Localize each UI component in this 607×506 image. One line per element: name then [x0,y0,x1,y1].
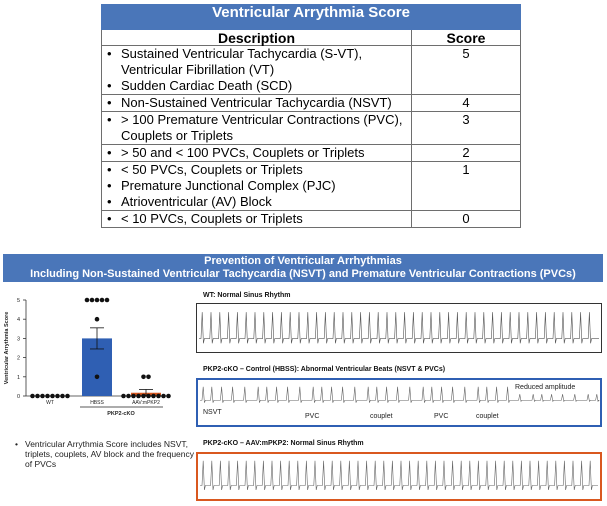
row-description [102,95,412,112]
description-text: Premature Junctional Complex (PJC) [121,178,336,193]
data-point [146,394,151,399]
row-score: 1 [412,162,521,211]
data-point [156,394,161,399]
y-tick-label: 5 [16,298,20,304]
data-point [141,375,146,380]
data-point [95,298,100,303]
description-item [107,78,411,94]
description-item [107,211,411,227]
table-row [102,95,521,112]
bullet-dot: • [107,211,112,226]
description-item [107,178,411,194]
table-row [102,145,521,162]
data-point [85,298,90,303]
data-point [161,394,166,399]
banner [3,254,603,282]
bullet-dot: • [15,439,18,449]
ecg-panel-wt [196,303,602,353]
data-point [151,394,156,399]
ecg-trace [198,454,600,499]
table-row [102,162,521,211]
bullet-dot: • [107,145,112,160]
bullet-dot: • [107,194,112,209]
row-score: 2 [412,145,521,162]
row-description [102,46,412,95]
y-tick-label: 0 [16,394,20,400]
header-description: Description [102,30,412,46]
description-text: Sudden Cardiac Death (SCD) [121,78,293,93]
data-point [100,298,105,303]
description-item [107,162,411,178]
row-description [102,112,412,145]
data-point [166,394,171,399]
data-point [40,394,45,399]
description-item [107,194,411,210]
data-point [50,394,55,399]
note-text: Ventricular Arrythmia Score includes NSVT, triplets, couplets, AV block and the frequency of PVCs [25,439,194,469]
score-table [101,4,521,228]
ecg-panel-hbss [196,378,602,427]
ecg-panel3-title: PKP2-cKO – AAV:mPKP2: Normal Sinus Rhythm [203,440,364,447]
y-tick-label: 2 [16,355,20,362]
y-tick-label: 4 [16,317,20,324]
ecg-panel2-title: PKP2-cKO – Control (HBSS): Abnormal Ventricular Beats (NSVT & PVCs) [203,366,446,373]
data-point [65,394,70,399]
row-score: 4 [412,95,521,112]
row-description [102,145,412,162]
bullet-dot: • [107,46,112,61]
y-axis-label: Ventricular Arrythmia Score [4,311,10,385]
row-description [102,162,412,211]
bullet-dot: • [107,178,112,193]
y-tick-label: 1 [16,374,20,381]
table-row [102,211,521,228]
annotation-nsvt: NSVT [203,409,222,416]
table-title: Ventricular Arrythmia Score [102,5,521,30]
category-label: HBSS [90,400,104,406]
data-point [146,375,151,380]
data-point [136,394,141,399]
data-point [121,394,126,399]
annotation-pvc: PVC [305,413,320,420]
table-row [102,46,521,95]
description-text: Non-Sustained Ventricular Tachycardia (NSVT) [121,95,392,110]
description-text: < 50 PVCs, Couplets or Triplets [121,162,303,177]
data-point [131,394,136,399]
table-row [102,112,521,145]
data-point [95,375,100,380]
row-score: 3 [412,112,521,145]
annotation-reduced-amplitude: Reduced amplitude [515,384,576,391]
data-point [141,394,146,399]
annotation-couplet: couplet [370,413,393,420]
group-label: PKP2-cKO [107,411,135,417]
description-text: < 10 PVCs, Couplets or Triplets [121,211,303,226]
category-label: AAV:mPKP2 [132,400,160,406]
description-text: > 50 and < 100 PVCs, Couplets or Triplets [121,145,365,160]
annotation-pvc: PVC [434,413,449,420]
header-score: Score [412,30,521,46]
row-description [102,211,412,228]
row-score: 0 [412,211,521,228]
description-item [107,145,411,161]
ecg-waveform [200,461,598,490]
description-text: Sustained Ventricular Tachycardia (S-VT), Ventricular Fibrillation (VT) [121,46,363,77]
banner-line1: Prevention of Ventricular Arrhythmias [204,255,402,267]
ecg-trace [197,304,601,352]
data-point [126,394,131,399]
bullet-dot: • [107,162,112,177]
data-point [90,298,95,303]
data-point [45,394,50,399]
note [15,439,195,469]
category-label: WT [46,400,54,406]
annotation-couplet: couplet [476,413,499,420]
y-tick-label: 3 [16,336,20,343]
ecg-panel1-title: WT: Normal Sinus Rhythm [203,292,291,299]
banner-line2: Including Non-Sustained Ventricular Tachycardia (NSVT) and Premature Ventricular Contractions (PVCs) [30,268,576,280]
ecg-waveform [199,312,599,343]
data-point [55,394,60,399]
bar-chart [0,290,195,430]
row-score: 5 [412,46,521,95]
description-item [107,46,411,78]
data-point [35,394,40,399]
data-point [30,394,35,399]
bullet-dot: • [107,95,112,110]
data-point [60,394,65,399]
bullet-dot: • [107,78,112,93]
description-text: Atrioventricular (AV) Block [121,194,272,209]
bullet-dot: • [107,112,112,127]
ecg-panel-aav [196,452,602,501]
data-point [105,298,110,303]
description-item [107,95,411,111]
description-item [107,112,411,144]
description-text: > 100 Premature Ventricular Contractions (PVC), Couplets or Triplets [121,112,403,143]
data-point [95,317,100,322]
